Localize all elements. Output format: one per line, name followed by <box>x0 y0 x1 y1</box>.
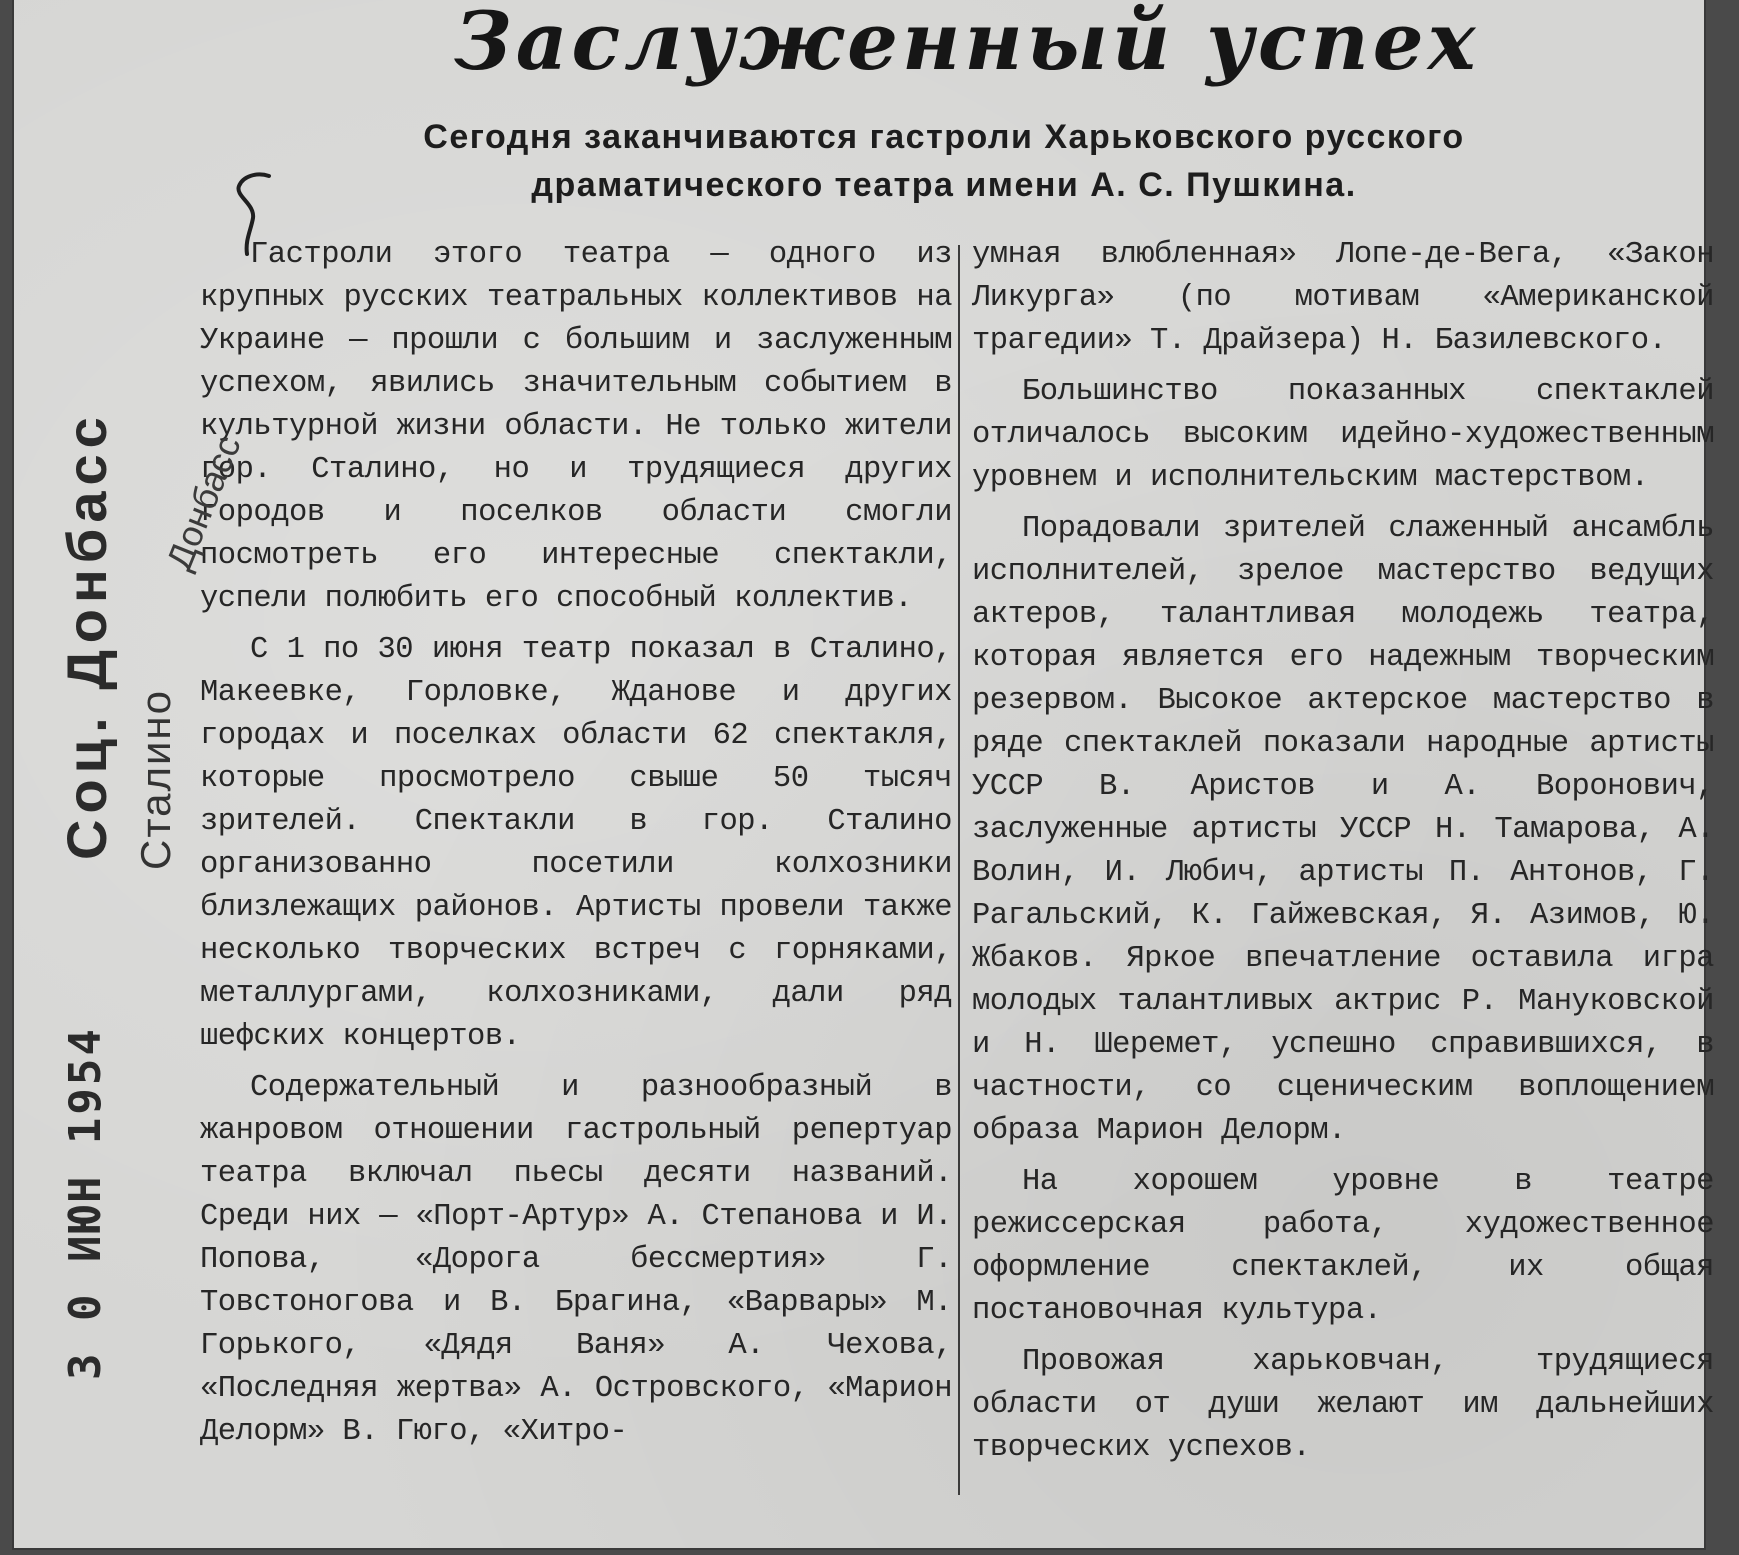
paragraph: Содержательный и разнообразный в жанровом отношении гастрольный репертуар театра включал пьесы десяти названий. Среди них — «Порт-Артур» А. Степанова и И. Попова, «Дорога бессмертия» Г. Товстоногова и В. Брагина, «Варвары» М. Горького, «Дядя Ваня» А. Чехова, «Последняя жертва» А. Островского, «Марион Делорм» В. Гюго, «Хитро- <box>200 1071 952 1449</box>
paragraph: Большинство показанных спектаклей отличалось высоким идейно-художественным уровнем и исполнительским мастерством. <box>972 375 1714 495</box>
subheadline-line-2: драматического театра имени А. С. Пушкина. <box>531 166 1357 204</box>
paragraph: На хорошем уровне в театре режиссерская работа, художественное оформление спектаклей, их общая постановочная культура. <box>972 1165 1714 1328</box>
paragraph: умная влюбленная» Лопе-де-Вега, «Закон Ликурга» (по мотивам «Американской трагедии» Т. Драйзера) Н. Базилевского. <box>972 238 1714 358</box>
subheadline-line-1: Сегодня заканчиваются гастроли Харьковского русского <box>423 118 1465 156</box>
article-column-right <box>972 234 1714 1478</box>
column-divider <box>958 245 960 1495</box>
archive-stamp-city-text: Сталино <box>132 689 179 870</box>
headline: Заслуженный успех <box>454 0 1480 88</box>
archive-stamp-city-block <box>132 689 180 870</box>
paragraph: Порадовали зрителей слаженный ансамбль исполнителей, зрелое мастерство ведущих актеров, талантливая молодежь театра, которая является его надежным творческим резервом. Высокое актерское мастерство в ряде спектаклей показали народные артисты УССР В. Аристов и А. Воронович, заслуженные артисты УССР Н. Тамарова, А. Волин, И. Любич, артисты П. Антонов, Г. Рагальский, К. Гайжевская, Я. Азимов, Ю. Жбаков. Яркое впечатление оставила игра молодых талантливых актрис Р. Мануковской и Н. Шеремет, успешно справившихся, в частности, со сценическим воплощением образа Марион Делорм. <box>972 512 1714 1148</box>
article-column-left <box>200 234 952 1462</box>
archive-stamp-city-short-text: Донбасс <box>158 429 249 576</box>
subheadline <box>344 113 1544 209</box>
paragraph: Гастроли этого театра — одного из крупных русских театральных коллективов на Украине — прошли с большим и заслуженным успехом, явились значительным событием в культурной жизни области. Не только жители гор. Сталино, но и трудящиеся других городов и поселков области смогли посмотреть его интересные спектакли, успели полюбить его способный коллектив. <box>200 238 952 616</box>
archive-stamp-date-text: 3 0 ИЮН 1954 <box>60 1026 111 1380</box>
archive-stamp-title: Соц. Донбасс <box>55 411 118 860</box>
newspaper-clipping <box>14 0 1714 1548</box>
paragraph: Провожая харьковчан, трудящиеся области от души желают им дальнейших творческих успехов. <box>972 1345 1714 1465</box>
paragraph: С 1 по 30 июня театр показал в Сталино, Макеевке, Горловке, Жданове и других городах и поселках области 62 спектакля, которые просмотрело свыше 50 тысяч зрителей. Спектакли в гор. Сталино организованно посетили колхозники близлежащих районов. Артисты провели также несколько творческих встреч с горняками, металлургами, колхозниками, дали ряд шефских концертов. <box>200 633 952 1054</box>
